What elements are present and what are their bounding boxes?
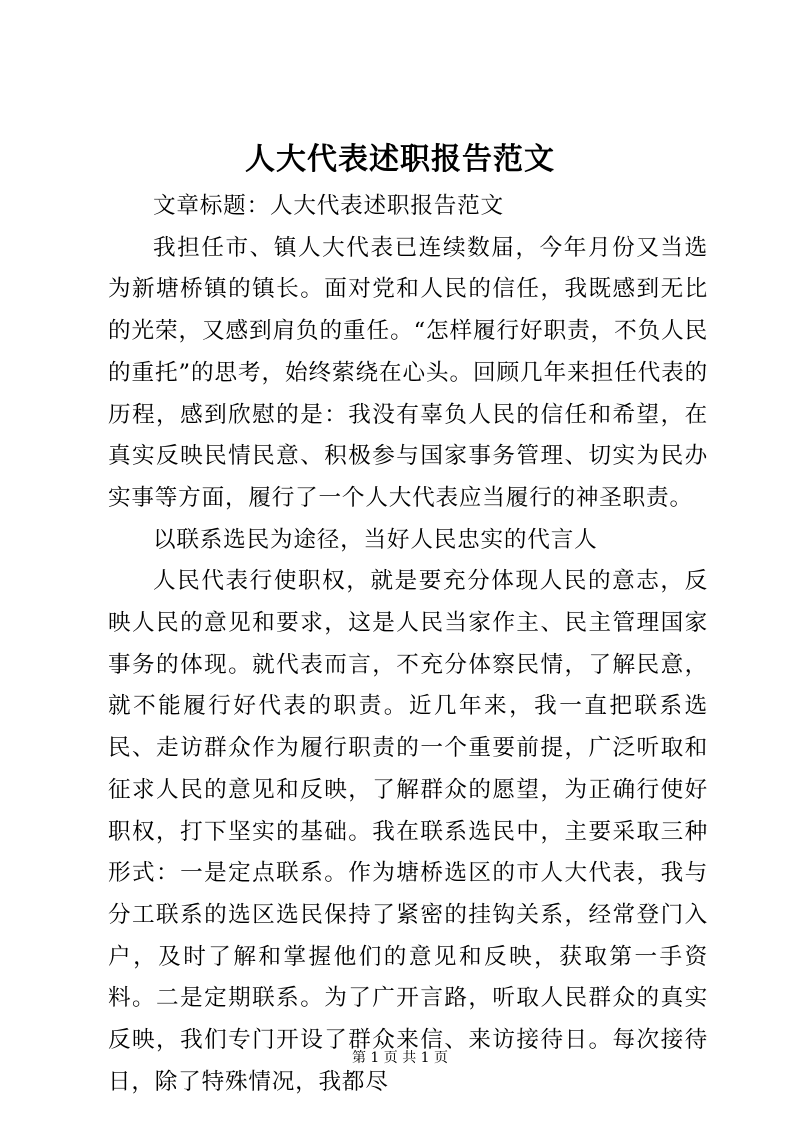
document-title: 人大代表述职报告范文 [245, 142, 555, 177]
paragraph-section-heading: 以联系选民为途径，当好人民忠实的代言人 [153, 526, 598, 553]
document-body [108, 186, 708, 1103]
page-footer: 第 1 页 共 1 页 [351, 1050, 449, 1066]
paragraph-article-heading: 文章标题：人大代表述职报告范文 [153, 193, 504, 219]
paragraph-intro: 我担任市、镇人大代表已连续数届，今年月份又当选为新塘桥镇的镇长。面对党和人民的信任，我既感到无比的光荣，又感到肩负的重任。“怎样履行好职责，不负人民的重托”的思考，始终萦绕在心头。回顾几年来担任代表的历程，感到欣慰的是：我没有辜负人民的信任和希望，在真实反映民情民意、积极参与国家事务管理、切实为民办实事等方面，履行了一个人大代表应当履行的神圣职责。 [108, 234, 708, 511]
paragraph-body: 人民代表行使职权，就是要充分体现人民的意志，反映人民的意见和要求，这是人民当家作主、民主管理国家事务的体现。就代表而言，不充分体察民情，了解民意，就不能履行好代表的职责。近几年来，我一直把联系选民、走访群众作为履行职责的一个重要前提，广泛听取和征求人民的意见和反映，了解群众的愿望，为正确行使好职权，打下坚实的基础。我在联系选民中，主要采取三种形式：一是定点联系。作为塘桥选区的市人大代表，我与分工联系的选区选民保持了紧密的挂钩关系，经常登门入户，及时了解和掌握他们的意见和反映，获取第一手资料。二是定期联系。为了广开言路，听取人民群众的真实反映，我们专门开设了群众来信、来访接待日。每次接待日，除了特殊情况，我都尽 [108, 568, 708, 1095]
